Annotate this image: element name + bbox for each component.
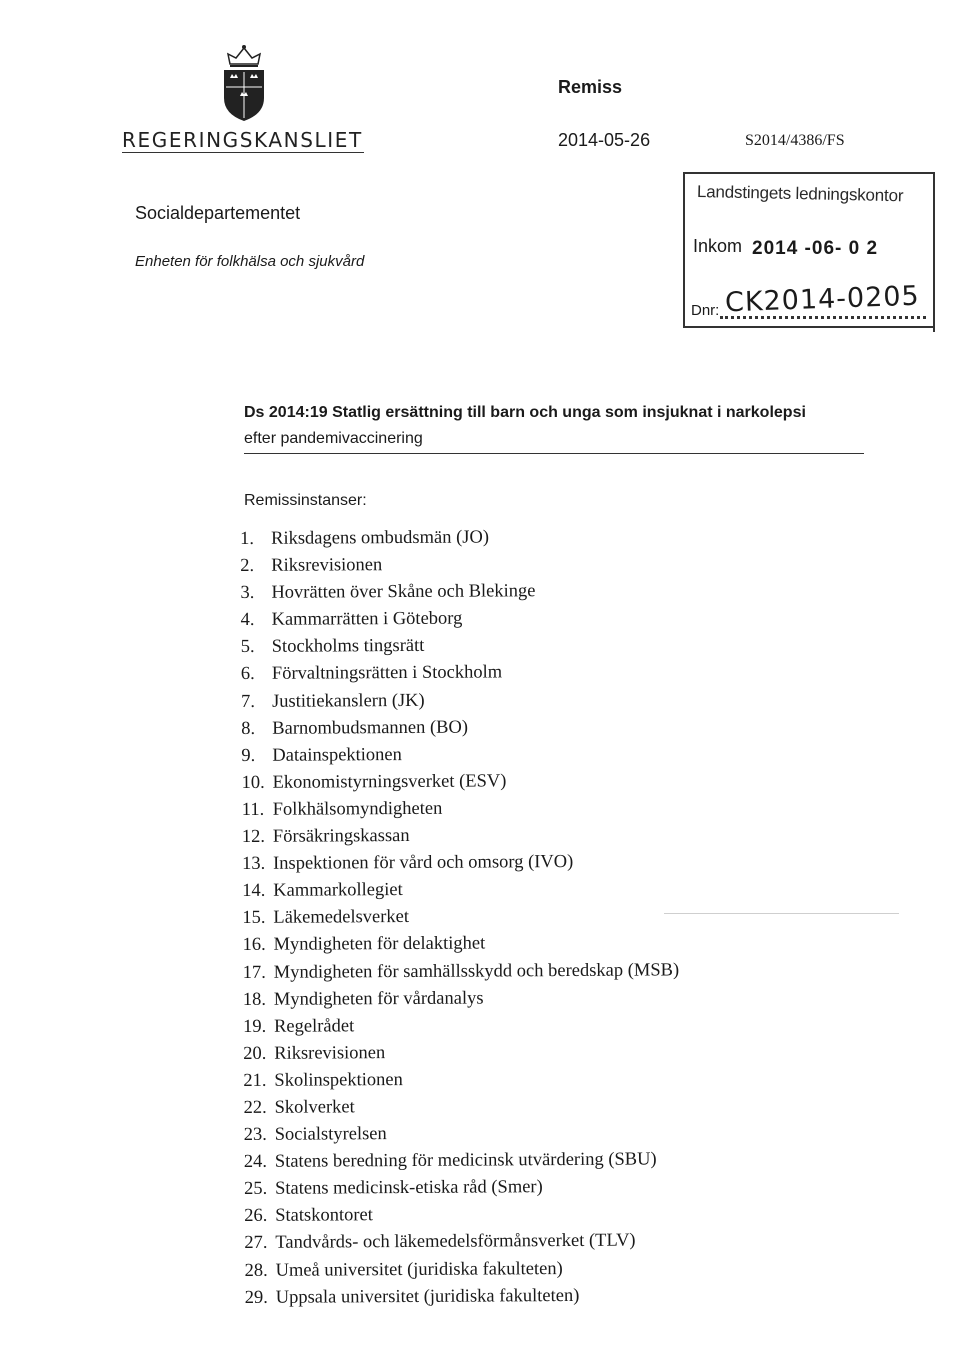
recipient-name: Statens medicinsk-etiska råd (Smer) [274,1177,543,1200]
recipient-name: Kammarrätten i Göteborg [271,608,463,631]
document-reference: S2014/4386/FS [745,132,845,149]
recipient-number: 23. [243,1124,267,1146]
organization-name: REGERINGSKANSLIET [122,128,363,152]
recipient-item [240,550,677,580]
recipient-name: Regelrådet [273,1015,355,1037]
recipient-item [243,984,680,1014]
recipient-name: Ekonomistyrningsverket (ESV) [272,771,507,793]
recipient-number: 21. [243,1070,267,1091]
recipient-number: 5. [240,637,255,658]
recipient-name: Myndigheten för delaktighet [273,933,486,956]
stamp-dnr-handwritten-value: CK2014-0205 [724,280,921,319]
document-date: 2014-05-26 [558,130,651,150]
recipient-name: Försäkringskassan [272,826,410,847]
recipient-name: Stockholms tingsrätt [271,636,425,658]
recipient-number: 20. [243,1043,267,1064]
recipient-number: 7. [241,691,256,712]
recipient-item [241,659,678,689]
recipient-name: Socialstyrelsen [274,1124,387,1145]
recipient-number: 3. [240,583,255,604]
recipient-number: 15. [242,908,266,929]
recipient-name: Riksrevisionen [271,555,383,576]
recipient-name: Tandvårds- och läkemedelsförmånsverket (TLV) [275,1231,636,1254]
stamp-dnr-label: Dnr: [691,302,720,319]
recipient-number: 2. [240,556,255,577]
recipient-name: Skolverket [274,1097,355,1118]
document-title-line-2: efter pandemivaccinering [244,430,423,447]
recipient-number: 26. [244,1206,268,1227]
recipient-item [242,930,679,960]
recipient-item [242,848,679,878]
unit-name: Enheten för folkhälsa och sjukvård [135,253,365,270]
recipient-item [243,1065,680,1095]
recipient-number: 8. [241,718,256,739]
recipient-item [243,1011,680,1041]
stamp-inkom-date: 2014 -06- 0 2 [752,238,879,259]
recipient-number: 28. [244,1260,268,1281]
recipient-name: Riksdagens ombudsmän (JO) [271,527,490,549]
recipient-number: 1. [240,528,255,549]
letterhead-divider [122,152,364,153]
recipient-number: 24. [243,1152,268,1173]
recipient-name: Kammarkollegiet [273,880,403,902]
recipient-number: 18. [242,989,267,1010]
recipient-number: 19. [242,1016,267,1037]
recipient-item [245,1282,682,1312]
stamp-inkom-label: Inkom [693,236,743,256]
recipient-item [243,957,680,987]
recipient-number: 29. [244,1287,268,1308]
recipient-item [243,1038,680,1068]
recipient-number: 6. [240,664,255,685]
recipient-item [241,713,678,743]
recipient-item [242,794,679,824]
recipient-name: Riksrevisionen [274,1042,386,1064]
recipient-number: 22. [243,1097,267,1118]
recipient-name: Datainspektionen [272,744,402,766]
recipient-item [241,767,678,797]
recipient-name: Skolinspektionen [274,1069,403,1091]
recipient-number: 16. [242,935,266,956]
stamp-dnr-dotted-line [720,316,926,319]
recipient-item [240,578,677,608]
recipient-number: 17. [242,962,266,983]
recipient-item [242,876,679,906]
coat-of-arms-logo [216,44,272,122]
recipient-item [242,821,679,851]
document-type: Remiss [558,77,623,97]
recipient-item [240,605,677,635]
recipient-name: Statens beredning för medicinsk utvärdering (SBU) [274,1149,657,1172]
recipient-number: 10. [241,772,265,793]
recipient-item [241,740,678,770]
recipient-item [244,1119,681,1149]
recipient-item [244,1201,681,1231]
recipient-name: Uppsala universitet (juridiska fakulteten) [275,1285,580,1308]
recipient-item [244,1255,681,1285]
recipient-item [240,523,677,553]
recipient-name: Myndigheten för vårdanalys [273,988,484,1010]
received-stamp-edge [933,172,935,332]
recipient-item [244,1174,681,1204]
recipient-number: 27. [244,1233,268,1254]
recipient-number: 4. [240,610,255,631]
stamp-title: Landstingets ledningskontor [696,182,904,206]
recipient-name: Myndigheten för samhällsskydd och beredskap (MSB) [273,959,680,983]
recipient-name: Läkemedelsverket [273,907,410,929]
recipient-item [242,903,679,933]
document-title-line-1: Ds 2014:19 Statlig ersättning till barn och unga som insjuknat i narkolepsi [244,404,806,421]
recipient-item [243,1092,680,1122]
title-underline [244,453,864,454]
recipient-item [241,686,678,716]
recipient-name: Statskontoret [275,1205,373,1227]
recipient-number: 11. [241,799,265,820]
recipient-name: Barnombudsmannen (BO) [272,717,469,739]
recipient-name: Inspektionen för vård och omsorg (IVO) [273,852,574,874]
recipients-heading: Remissinstanser: [244,492,367,509]
faint-scan-line [664,913,899,914]
ministry-name: Socialdepartementet [135,203,301,223]
recipient-name: Förvaltningsrätten i Stockholm [271,662,503,685]
recipient-number: 14. [242,881,266,902]
recipient-item [244,1146,681,1176]
recipient-item [244,1228,681,1258]
recipient-number: 12. [241,826,266,848]
recipient-number: 25. [243,1179,268,1200]
recipient-name: Justitiekanslern (JK) [272,690,425,712]
recipient-item [241,632,678,662]
recipient-name: Umeå universitet (juridiska fakulteten) [275,1258,563,1281]
recipient-number: 13. [242,853,266,875]
recipient-name: Hovrätten över Skåne och Blekinge [271,581,536,603]
recipient-number: 9. [241,745,256,766]
recipient-list [240,523,681,1311]
recipient-name: Folkhälsomyndigheten [272,798,443,820]
